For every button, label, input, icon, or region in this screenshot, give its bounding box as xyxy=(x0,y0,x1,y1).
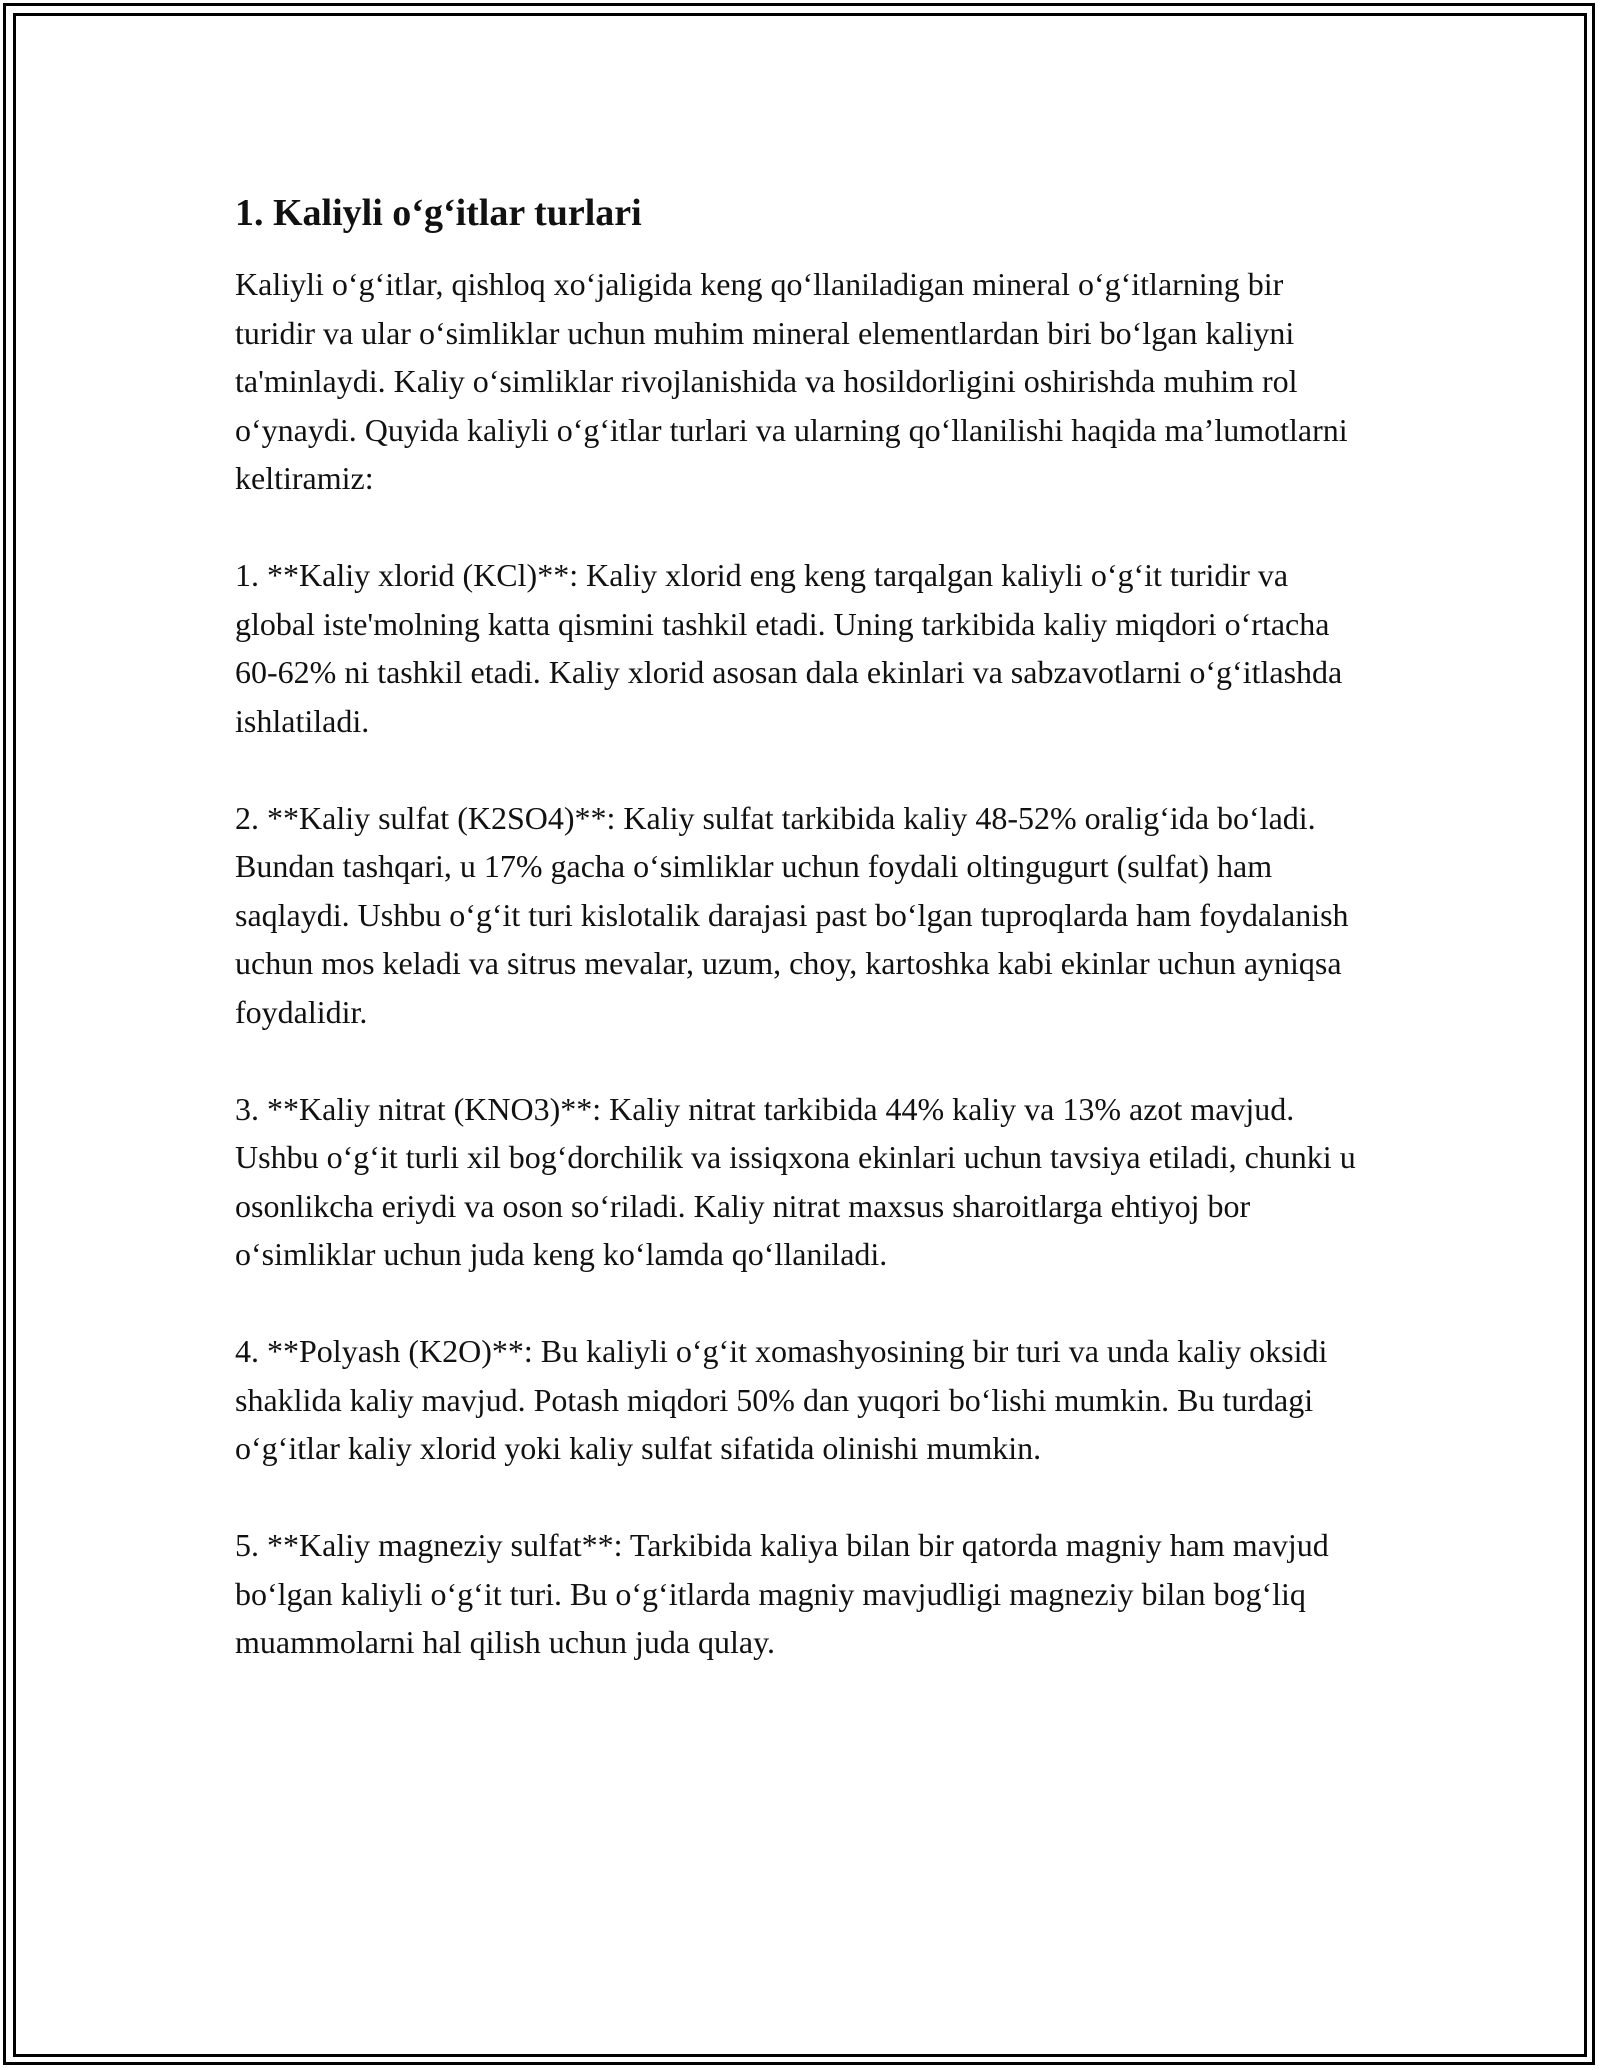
list-item-kaliy-xlorid: 1. **Kaliy xlorid (KCl)**: Kaliy xlorid eng keng tarqalgan kaliyli o‘g‘it turidir va global iste'molning katta qismini tashkil etadi. Uning tarkibida kaliy miqdori o‘rtacha 60-62% ni tashkil etadi. Kaliy xlorid asosan dala ekinlari va sabzavotlarni o‘g‘itlashda ishlatiladi. xyxy=(235,557,1343,739)
intro-paragraph: Kaliyli o‘g‘itlar, qishloq xo‘jaligida keng qo‘llaniladigan mineral o‘g‘itlarning bir turidir va ular o‘simliklar uchun muhim mineral elementlardan biri bo‘lgan kaliyni ta'minlaydi. Kaliy o‘simliklar rivojlanishida va hosildorligini oshirishda muhim rol o‘ynaydi. Quyida kaliyli o‘g‘itlar turlari va ularning qo‘llanilishi haqida ma’lumotlarni keltiramiz: xyxy=(235,266,1348,496)
list-item-kaliy-magneziy-sulfat: 5. **Kaliy magneziy sulfat**: Tarkibida kaliya bilan bir qatorda magniy ham mavjud bo‘lgan kaliyli o‘g‘it turi. Bu o‘g‘itlarda magniy mavjudligi magneziy bilan bog‘liq muammolarni hal qilish uchun juda qulay. xyxy=(235,1527,1329,1660)
list-item-kaliy-sulfat: 2. **Kaliy sulfat (K2SO4)**: Kaliy sulfat tarkibida kaliy 48-52% oralig‘ida bo‘ladi. Bundan tashqari, u 17% gacha o‘simliklar uchun foydali oltingugurt (sulfat) ham saqlaydi. Ushbu o‘g‘it turi kislotalik darajasi past bo‘lgan tuproqlarda ham foydalanish uchun mos keladi va sitrus mevalar, uzum, choy, kartoshka kabi ekinlar uchun ayniqsa foydalidir. xyxy=(235,799,1349,1030)
document-title: 1. Kaliyli o‘g‘itlar turlari xyxy=(235,192,642,234)
document-body xyxy=(235,186,1375,1715)
list-item-polyash: 4. **Polyash (K2O)**: Bu kaliyli o‘g‘it xomashyosining bir turi va unda kaliy oksidi shaklida kaliy mavjud. Potash miqdori 50% dan yuqori bo‘lishi mumkin. Bu turdagi o‘g‘itlar kaliy xlorid yoki kaliy sulfat sifatida olinishi mumkin. xyxy=(235,1333,1328,1466)
list-item-kaliy-nitrat: 3. **Kaliy nitrat (KNO3)**: Kaliy nitrat tarkibida 44% kaliy va 13% azot mavjud. Ushbu o‘g‘it turli xil bog‘dorchilik va issiqxona ekinlari uchun tavsiya etiladi, chunki u osonlikcha eriydi va oson so‘riladi. Kaliy nitrat maxsus sharoitlarga ehtiyoj bor o‘simliklar uchun juda keng ko‘lamda qo‘llaniladi. xyxy=(235,1090,1356,1272)
